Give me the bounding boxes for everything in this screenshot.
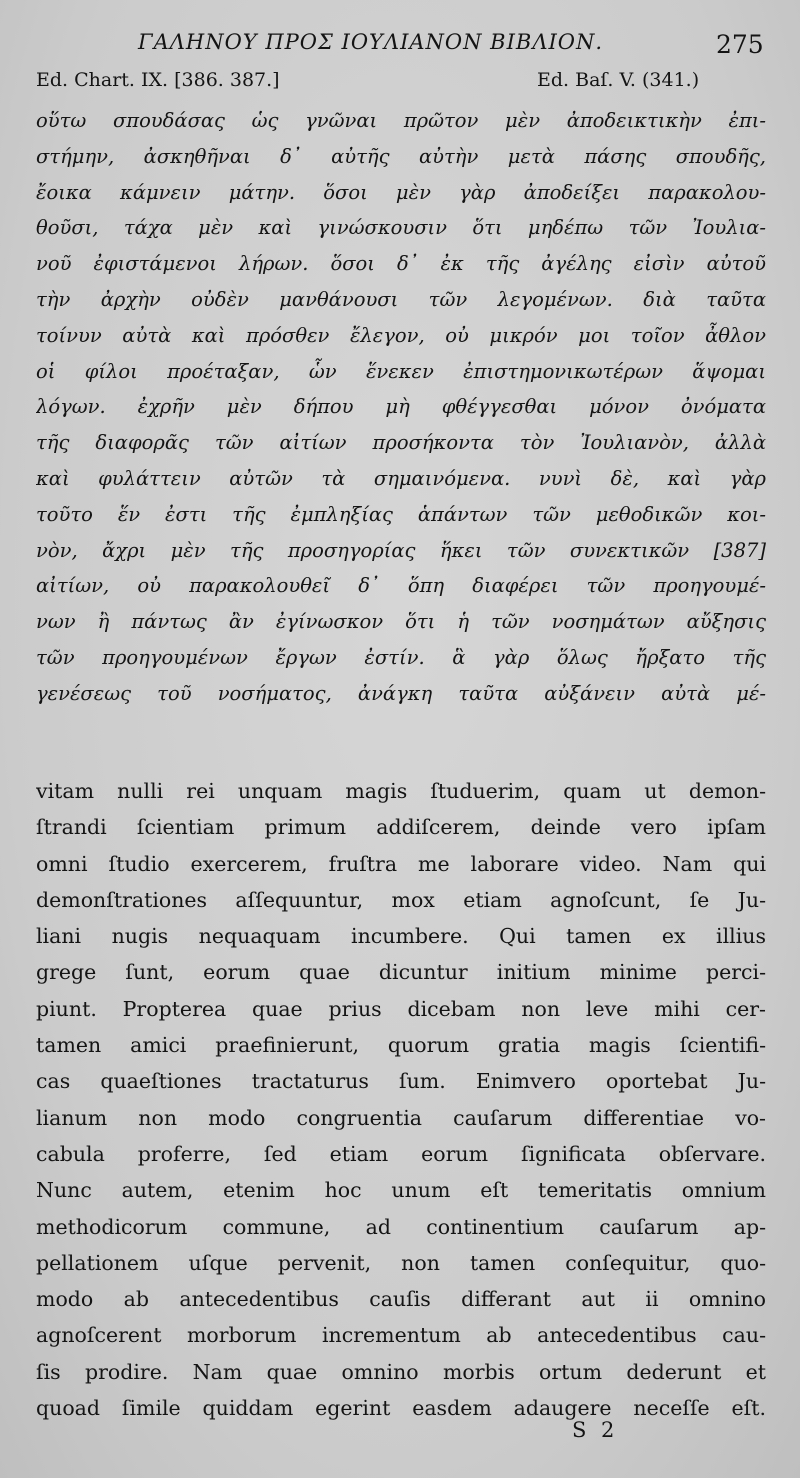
latin-text-line: methodicorum commune, ad continentium cauſarum ap-	[36, 1214, 766, 1239]
greek-text-line: νὸν, ἄχρι μὲν τῆς προσηγορίας ἥκει τῶν συνεκτικῶν [387]	[36, 538, 766, 562]
greek-text-line: τοίνυν αὐτὰ καὶ πρόσθεν ἔλεγον, οὐ μικρόν μοι τοῖον ἆθλον	[36, 323, 766, 347]
latin-text-line: grege ſunt, eorum quae dicuntur initium minime perci-	[36, 960, 766, 985]
greek-text-line: λόγων. ἐχρῆν μὲν δήπου μὴ φθέγγεσθαι μόνον ὀνόματα	[36, 395, 766, 419]
greek-text-line: αἰτίων, οὐ παρακολουθεῖ δ᾽ ὅπη διαφέρει τῶν προηγουμέ-	[36, 574, 766, 598]
latin-text-line: demonſtrationes aſſequuntur, mox etiam agnoſcunt, ſe Ju-	[36, 887, 766, 912]
latin-text-line: ſtrandi ſcientiam primum addiſcerem, deinde vero ipſam	[36, 815, 766, 840]
latin-text-line: liani nugis nequaquam incumbere. Qui tamen ex illius	[36, 924, 766, 949]
greek-text-line: νοῦ ἐφιστάμενοι λήρων. ὅσοι δ᾽ ἐκ τῆς ἀγέλης εἰσὶν αὐτοῦ	[36, 252, 766, 276]
latin-text-line: vitam nulli rei unquam magis ſtuduerim, quam ut demon-	[36, 779, 766, 803]
greek-text-line: οὕτω σπουδάσας ὡς γνῶναι πρῶτον μὲν ἀποδεικτικὴν ἐπι-	[36, 109, 766, 132]
edition-reference-chartier: Ed. Chart. IX. [386. 387.]	[36, 69, 280, 91]
edition-reference-basel: Ed. Baſ. V. (341.)	[537, 69, 700, 91]
greek-text-line: τῶν προηγουμένων ἔργων ἐστίν. ἃ γὰρ ὅλως ἤρξατο τῆς	[36, 645, 766, 669]
latin-text-line: agnoſcerent morborum incrementum ab antecedentibus cau-	[36, 1323, 766, 1348]
greek-text-line: τῆς διαφορᾶς τῶν αἰτίων προσήκοντα τὸν Ἰουλιανὸν, ἀλλὰ	[36, 431, 766, 455]
greek-text-line: οἱ φίλοι προέταξαν, ὧν ἕνεκεν ἐπιστημονικωτέρων ἅψομαι	[36, 359, 766, 383]
greek-text-line: ἔοικα κάμνειν μάτην. ὅσοι μὲν γὰρ ἀποδείξει παρακολου-	[36, 180, 766, 204]
greek-text-block	[36, 103, 766, 712]
latin-text-line: pellationem uſque pervenit, non tamen conſequitur, quo-	[36, 1250, 766, 1275]
latin-text-line: lianum non modo congruentia cauſarum differentiae vo-	[36, 1105, 766, 1130]
running-title: ΓΑΛΗΝΟΥ ΠΡΟΣ ΙΟΥΛΙΑΝΟΝ ΒΙΒΛΙΟΝ.	[138, 30, 604, 54]
latin-text-line: Nunc autem, etenim hoc unum eſt temeritatis omnium	[36, 1178, 766, 1203]
greek-text-line: γενέσεως τοῦ νοσήματος, ἀνάγκη ταῦτα αὐξάνειν αὐτὰ μέ-	[36, 681, 766, 705]
page-number: 275	[716, 30, 764, 59]
latin-text-line: piunt. Propterea quae prius dicebam non leve mihi cer-	[36, 996, 766, 1021]
greek-text-line: στήμην, ἀσκηθῆναι δ᾽ αὐτῆς αὐτὴν μετὰ πάσης σπουδῆς,	[36, 144, 766, 168]
latin-text-line: cas quaeſtiones tractaturus ſum. Enimvero oportebat Ju-	[36, 1069, 766, 1094]
latin-text-line: omni ſtudio exercerem, fruſtra me laborare video. Nam qui	[36, 851, 766, 876]
greek-text-line: τὴν ἀρχὴν οὐδὲν μανθάνουσι τῶν λεγομένων. διὰ ταῦτα	[36, 287, 766, 311]
signature-mark: S 2	[572, 1418, 619, 1442]
latin-text-line: modo ab antecedentibus cauſis differant aut ii omnino	[36, 1287, 766, 1312]
greek-text-line: καὶ φυλάττειν αὐτῶν τὰ σημαινόμενα. νυνὶ δὲ, καὶ γὰρ	[36, 466, 766, 490]
greek-text-line: νων ἢ πάντως ἂν ἐγίνωσκον ὅτι ἡ τῶν νοσημάτων αὔξησις	[36, 610, 766, 634]
latin-text-line: tamen amici praefinierunt, quorum gratia magis ſcientifi-	[36, 1033, 766, 1058]
latin-text-block	[36, 773, 766, 1426]
greek-text-line: θοῦσι, τάχα μὲν καὶ γινώσκουσιν ὅτι μηδέπω τῶν Ἰουλια-	[36, 216, 766, 240]
latin-text-line: quoad ſimile quiddam egerint easdem adaugere neceſſe eſt.	[36, 1396, 766, 1421]
greek-text-line: τοῦτο ἕν ἐστι τῆς ἐμπληξίας ἁπάντων τῶν μεθοδικῶν κοι-	[36, 502, 766, 526]
latin-text-line: ſis prodire. Nam quae omnino morbis ortum dederunt et	[36, 1359, 766, 1384]
latin-text-line: cabula proferre, ſed etiam eorum ſignificata obſervare.	[36, 1141, 766, 1166]
